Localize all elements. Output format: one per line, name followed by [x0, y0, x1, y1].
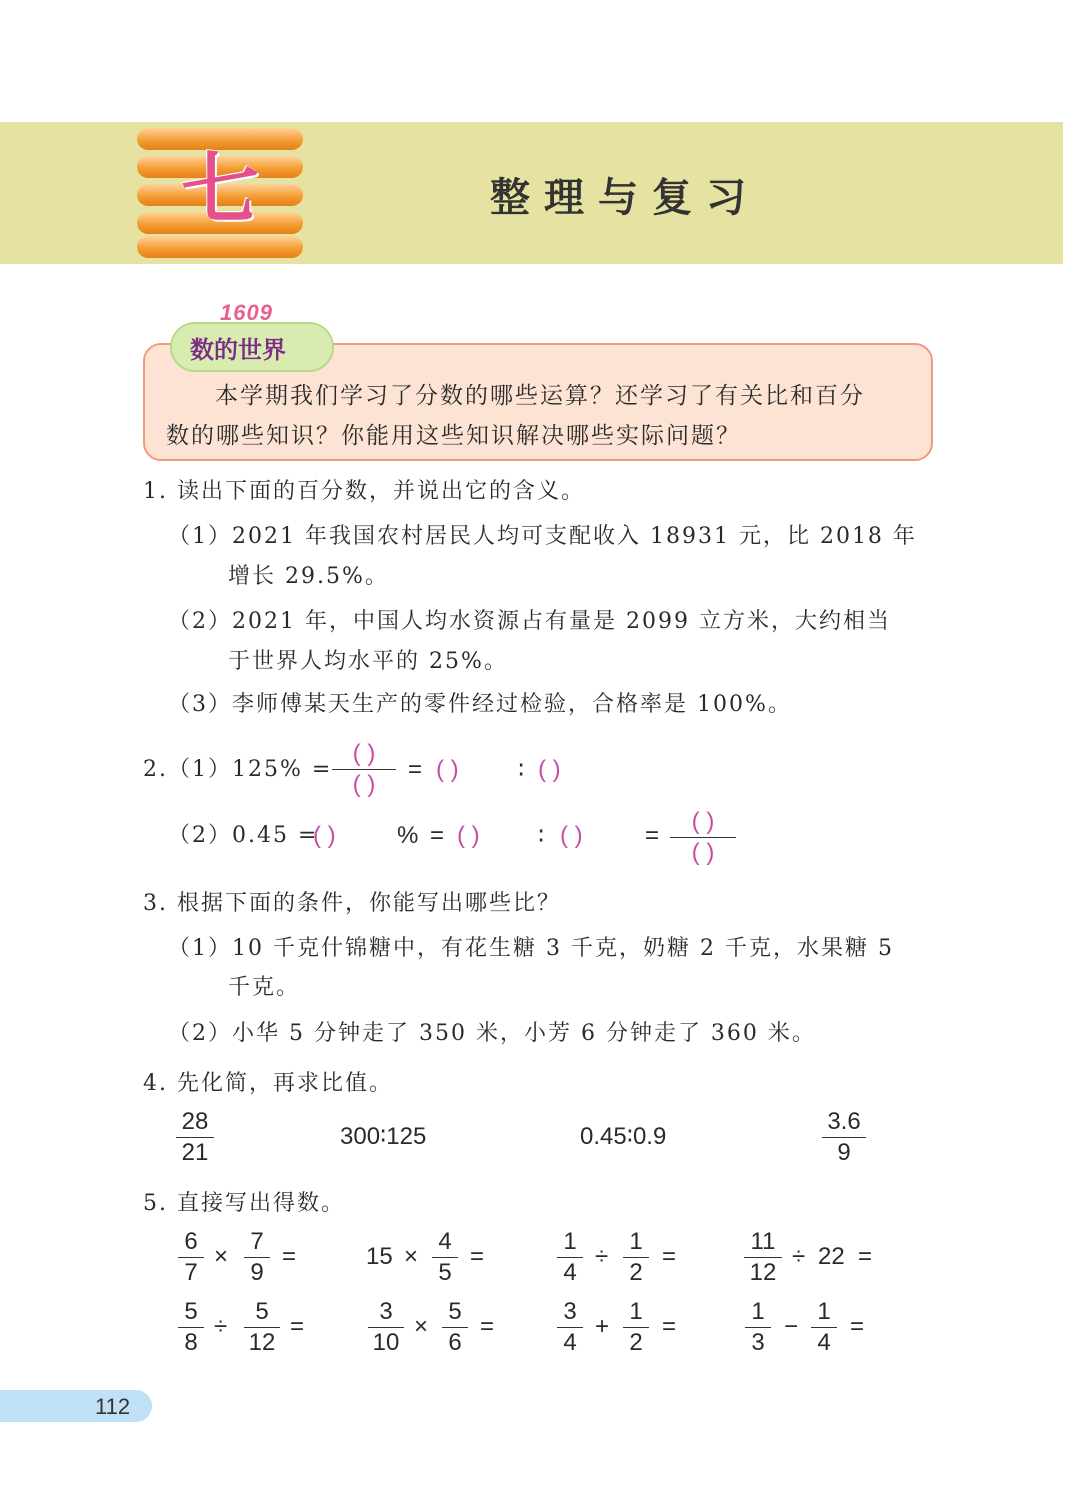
equals-sign: =: [430, 822, 445, 849]
denominator: 2: [629, 1329, 643, 1356]
fraction: [745, 1298, 771, 1357]
blank-fraction: [670, 808, 736, 867]
fraction: [623, 1228, 649, 1287]
question-2-part-1-label: （1）125% =: [168, 757, 333, 782]
denominator: 2: [629, 1259, 643, 1286]
fraction: [176, 1108, 214, 1167]
fraction: [557, 1228, 583, 1287]
fraction: [432, 1228, 458, 1287]
equals-sign: =: [662, 1243, 677, 1270]
numerator: 7: [250, 1228, 264, 1255]
intro-text-line: 本学期我们学习了分数的哪些运算？还学习了有关比和百分: [215, 383, 865, 409]
question-2-part-2-label: （2）0.45 =: [168, 823, 319, 848]
denominator: 12: [749, 1259, 777, 1286]
equals-sign: =: [850, 1313, 865, 1340]
question-4-stem: 4. 先化简，再求比值。: [143, 1071, 393, 1096]
whole-number: 22: [818, 1243, 845, 1270]
operator: ÷: [595, 1243, 609, 1270]
question-1-part-1-cont: 增长 29.5%。: [228, 564, 389, 589]
operator: ×: [214, 1243, 229, 1270]
numerator: 3: [563, 1298, 577, 1325]
question-1-part-2: （2）2021 年，中国人均水资源占有量是 2099 立方米，大约相当: [168, 609, 891, 634]
denominator: 9: [837, 1139, 851, 1166]
equals-sign: =: [858, 1243, 873, 1270]
numerator: 11: [750, 1228, 776, 1255]
fraction: [557, 1298, 583, 1357]
numerator: 1: [751, 1298, 765, 1325]
whole-number: 15: [366, 1243, 393, 1270]
equals-sign: =: [290, 1313, 305, 1340]
chapter-title: 整理与复习: [490, 174, 760, 221]
equals-sign: =: [480, 1313, 495, 1340]
denominator: 6: [448, 1329, 462, 1356]
numerator: 5: [448, 1298, 462, 1325]
numerator: 3.6: [827, 1108, 861, 1135]
question-2-number: 2.: [143, 757, 168, 782]
intro-badge-label: 数的世界: [190, 335, 286, 364]
blank-denominator: ( ): [691, 839, 715, 866]
question-3-stem: 3. 根据下面的条件，你能写出哪些比？: [143, 891, 561, 916]
denominator: 4: [563, 1259, 577, 1286]
denominator: 10: [372, 1329, 400, 1356]
fraction: [822, 1108, 866, 1167]
denominator: 7: [184, 1259, 198, 1286]
numerator: 4: [438, 1228, 452, 1255]
numerator: 6: [184, 1228, 198, 1255]
denominator: 4: [817, 1329, 831, 1356]
numerator: 5: [184, 1298, 198, 1325]
operator: ×: [414, 1313, 429, 1340]
fraction: [244, 1228, 270, 1287]
numerator: 1: [629, 1298, 643, 1325]
fraction: [178, 1228, 204, 1287]
equals-sign: =: [645, 822, 660, 849]
intro-badge-digits: 1609: [220, 300, 273, 325]
blank-denominator: ( ): [352, 771, 376, 798]
percent-sign: %: [397, 822, 419, 849]
blank: ( ): [436, 756, 459, 783]
fraction: [368, 1298, 404, 1357]
question-1-part-1: （1）2021 年我国农村居民人均可支配收入 18931 元，比 2018 年: [168, 524, 917, 549]
ratio-expression: 300∶125: [340, 1123, 427, 1150]
denominator: 12: [248, 1329, 276, 1356]
question-5-stem: 5. 直接写出得数。: [143, 1191, 345, 1216]
denominator: 21: [181, 1139, 209, 1166]
numerator: 5: [255, 1298, 269, 1325]
fraction: [442, 1298, 468, 1357]
denominator: 3: [751, 1329, 765, 1356]
denominator: 8: [184, 1329, 198, 1356]
question-3-part-1: （1）10 千克什锦糖中，有花生糖 3 千克，奶糖 2 千克，水果糖 5: [168, 936, 894, 961]
fraction: [178, 1298, 204, 1357]
numerator: 28: [181, 1108, 209, 1135]
blank: ( ): [313, 822, 336, 849]
question-1-part-2-cont: 于世界人均水平的 25%。: [228, 649, 508, 674]
denominator: 5: [438, 1259, 452, 1286]
numerator: 3: [379, 1298, 393, 1325]
numerator: 1: [629, 1228, 643, 1255]
denominator: 4: [563, 1329, 577, 1356]
question-1-stem: 1. 读出下面的百分数，并说出它的含义。: [143, 479, 585, 504]
fraction: [811, 1298, 837, 1357]
blank-fraction: [332, 740, 396, 799]
operator: ÷: [792, 1243, 806, 1270]
denominator: 9: [250, 1259, 264, 1286]
equals-sign: =: [408, 756, 423, 783]
fraction: [244, 1298, 280, 1357]
blank: ( ): [538, 756, 561, 783]
ratio-expression: 0.45∶0.9: [580, 1123, 667, 1150]
operator: ×: [404, 1243, 419, 1270]
equals-sign: =: [470, 1243, 485, 1270]
equals-sign: =: [282, 1243, 297, 1270]
question-1-part-3: （3）李师傅某天生产的零件经过检验，合格率是 100%。: [168, 692, 792, 717]
blank: ( ): [457, 822, 480, 849]
fraction: [744, 1228, 782, 1287]
blank: ( ): [560, 822, 583, 849]
colon: ∶: [538, 823, 545, 850]
operator: ÷: [214, 1313, 228, 1340]
blank-numerator: ( ): [691, 808, 715, 835]
colon: ∶: [518, 757, 525, 784]
numerator: 1: [563, 1228, 577, 1255]
operator: −: [784, 1313, 799, 1340]
chapter-number: 七: [180, 144, 259, 235]
question-3-part-1-cont: 千克。: [228, 975, 301, 1000]
equals-sign: =: [662, 1313, 677, 1340]
numerator: 1: [817, 1298, 831, 1325]
question-3-part-2: （2）小华 5 分钟走了 350 米，小芳 6 分钟走了 360 米。: [168, 1021, 816, 1046]
fraction: [623, 1298, 649, 1357]
intro-text-line: 数的哪些知识？你能用这些知识解决哪些实际问题？: [166, 423, 741, 449]
blank-numerator: ( ): [352, 740, 376, 767]
operator: +: [595, 1313, 610, 1340]
page-number: 112: [95, 1394, 131, 1419]
